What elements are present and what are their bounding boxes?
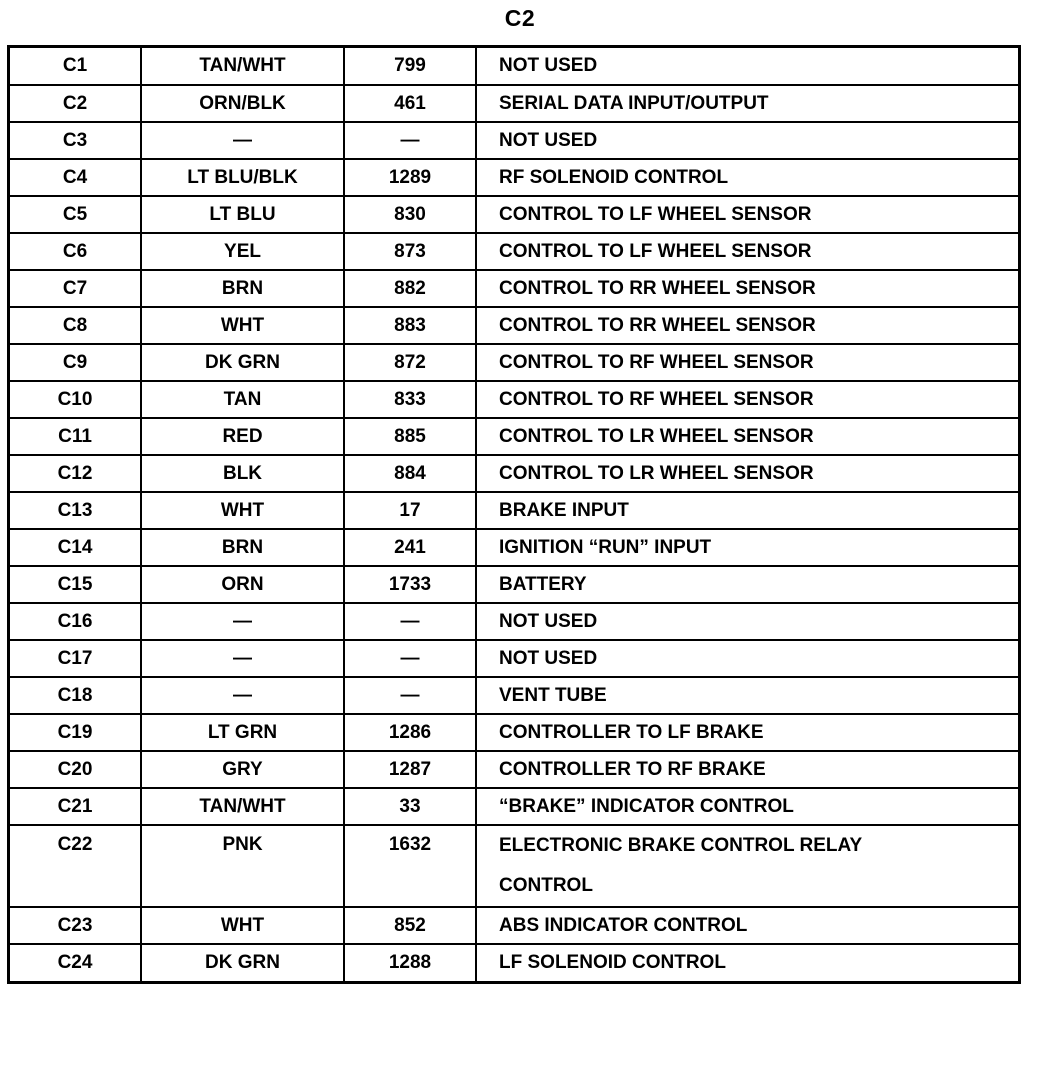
function-cell: NOT USED (476, 48, 1018, 85)
function-cell: ABS INDICATOR CONTROL (476, 907, 1018, 944)
pin-cell: C10 (10, 381, 141, 418)
circuit-number-cell: 885 (344, 418, 476, 455)
wire-color-cell: WHT (141, 492, 344, 529)
table-row (10, 677, 1018, 714)
pin-cell: C6 (10, 233, 141, 270)
function-cell: NOT USED (476, 603, 1018, 640)
function-cell: IGNITION “RUN” INPUT (476, 529, 1018, 566)
table-row (10, 196, 1018, 233)
circuit-number-cell: — (344, 640, 476, 677)
function-cell: BRAKE INPUT (476, 492, 1018, 529)
wire-color-cell: PNK (141, 825, 344, 907)
wire-color-cell: LT BLU (141, 196, 344, 233)
wire-color-cell: ORN (141, 566, 344, 603)
wire-color-cell: LT GRN (141, 714, 344, 751)
wire-color-cell: TAN/WHT (141, 48, 344, 85)
pin-cell: C18 (10, 677, 141, 714)
pin-cell: C13 (10, 492, 141, 529)
circuit-number-cell: 461 (344, 85, 476, 122)
pin-cell: C5 (10, 196, 141, 233)
table-row (10, 233, 1018, 270)
pin-cell: C7 (10, 270, 141, 307)
circuit-number-cell: 1289 (344, 159, 476, 196)
function-cell: RF SOLENOID CONTROL (476, 159, 1018, 196)
circuit-number-cell: 884 (344, 455, 476, 492)
pin-cell: C20 (10, 751, 141, 788)
pin-cell: C24 (10, 944, 141, 981)
table-row (10, 714, 1018, 751)
circuit-number-cell: 830 (344, 196, 476, 233)
function-cell: CONTROL TO RR WHEEL SENSOR (476, 270, 1018, 307)
circuit-number-cell: 1288 (344, 944, 476, 981)
function-cell: CONTROL TO LR WHEEL SENSOR (476, 418, 1018, 455)
wire-color-cell: — (141, 603, 344, 640)
table-row (10, 344, 1018, 381)
table-row (10, 640, 1018, 677)
circuit-number-cell: 1287 (344, 751, 476, 788)
wire-color-cell: GRY (141, 751, 344, 788)
circuit-number-cell: 799 (344, 48, 476, 85)
function-cell: NOT USED (476, 122, 1018, 159)
function-cell: CONTROLLER TO LF BRAKE (476, 714, 1018, 751)
pin-cell: C22 (10, 825, 141, 907)
table-row (10, 788, 1018, 825)
table-row (10, 907, 1018, 944)
wire-color-cell: RED (141, 418, 344, 455)
table-row (10, 529, 1018, 566)
wire-color-cell: DK GRN (141, 944, 344, 981)
table-row (10, 566, 1018, 603)
function-cell: VENT TUBE (476, 677, 1018, 714)
wire-color-cell: TAN/WHT (141, 788, 344, 825)
wire-color-cell: — (141, 122, 344, 159)
circuit-number-cell: — (344, 122, 476, 159)
circuit-number-cell: 852 (344, 907, 476, 944)
table-row (10, 825, 1018, 907)
pin-cell: C3 (10, 122, 141, 159)
wire-color-cell: BRN (141, 529, 344, 566)
pin-cell: C8 (10, 307, 141, 344)
pinout-table-body (10, 48, 1018, 981)
circuit-number-cell: 873 (344, 233, 476, 270)
circuit-number-cell: 33 (344, 788, 476, 825)
circuit-number-cell: 882 (344, 270, 476, 307)
table-row (10, 492, 1018, 529)
circuit-number-cell: 833 (344, 381, 476, 418)
table-row (10, 455, 1018, 492)
circuit-number-cell: 1733 (344, 566, 476, 603)
wire-color-cell: WHT (141, 907, 344, 944)
wire-color-cell: TAN (141, 381, 344, 418)
table-row (10, 418, 1018, 455)
pinout-table (10, 48, 1018, 981)
function-cell: CONTROLLER TO RF BRAKE (476, 751, 1018, 788)
table-row (10, 381, 1018, 418)
pin-cell: C15 (10, 566, 141, 603)
wire-color-cell: DK GRN (141, 344, 344, 381)
function-cell: CONTROL TO RF WHEEL SENSOR (476, 381, 1018, 418)
table-row (10, 85, 1018, 122)
table-row (10, 307, 1018, 344)
wire-color-cell: BLK (141, 455, 344, 492)
table-row (10, 270, 1018, 307)
circuit-number-cell: 241 (344, 529, 476, 566)
pin-cell: C16 (10, 603, 141, 640)
table-row (10, 751, 1018, 788)
function-cell: SERIAL DATA INPUT/OUTPUT (476, 85, 1018, 122)
circuit-number-cell: 1632 (344, 825, 476, 907)
pin-cell: C12 (10, 455, 141, 492)
function-cell: NOT USED (476, 640, 1018, 677)
wire-color-cell: — (141, 677, 344, 714)
function-cell: LF SOLENOID CONTROL (476, 944, 1018, 981)
pin-cell: C17 (10, 640, 141, 677)
pin-cell: C11 (10, 418, 141, 455)
connector-title: C2 (504, 5, 536, 31)
wire-color-cell: BRN (141, 270, 344, 307)
table-row (10, 122, 1018, 159)
table-row (10, 48, 1018, 85)
pin-cell: C19 (10, 714, 141, 751)
function-cell: ELECTRONIC BRAKE CONTROL RELAY CONTROL (476, 825, 1018, 907)
circuit-number-cell: — (344, 677, 476, 714)
function-cell: CONTROL TO RR WHEEL SENSOR (476, 307, 1018, 344)
pin-cell: C4 (10, 159, 141, 196)
function-cell: CONTROL TO LF WHEEL SENSOR (476, 233, 1018, 270)
function-cell: “BRAKE” INDICATOR CONTROL (476, 788, 1018, 825)
wire-color-cell: WHT (141, 307, 344, 344)
table-row (10, 944, 1018, 981)
pin-cell: C2 (10, 85, 141, 122)
circuit-number-cell: 872 (344, 344, 476, 381)
function-cell: CONTROL TO RF WHEEL SENSOR (476, 344, 1018, 381)
pin-cell: C21 (10, 788, 141, 825)
function-cell: CONTROL TO LF WHEEL SENSOR (476, 196, 1018, 233)
wire-color-cell: — (141, 640, 344, 677)
pin-cell: C14 (10, 529, 141, 566)
circuit-number-cell: 883 (344, 307, 476, 344)
pinout-table-frame (7, 45, 1021, 984)
pin-cell: C1 (10, 48, 141, 85)
circuit-number-cell: — (344, 603, 476, 640)
wire-color-cell: YEL (141, 233, 344, 270)
pin-cell: C9 (10, 344, 141, 381)
wire-color-cell: LT BLU/BLK (141, 159, 344, 196)
function-cell: CONTROL TO LR WHEEL SENSOR (476, 455, 1018, 492)
table-row (10, 159, 1018, 196)
circuit-number-cell: 17 (344, 492, 476, 529)
function-cell: BATTERY (476, 566, 1018, 603)
circuit-number-cell: 1286 (344, 714, 476, 751)
table-row (10, 603, 1018, 640)
wire-color-cell: ORN/BLK (141, 85, 344, 122)
pin-cell: C23 (10, 907, 141, 944)
